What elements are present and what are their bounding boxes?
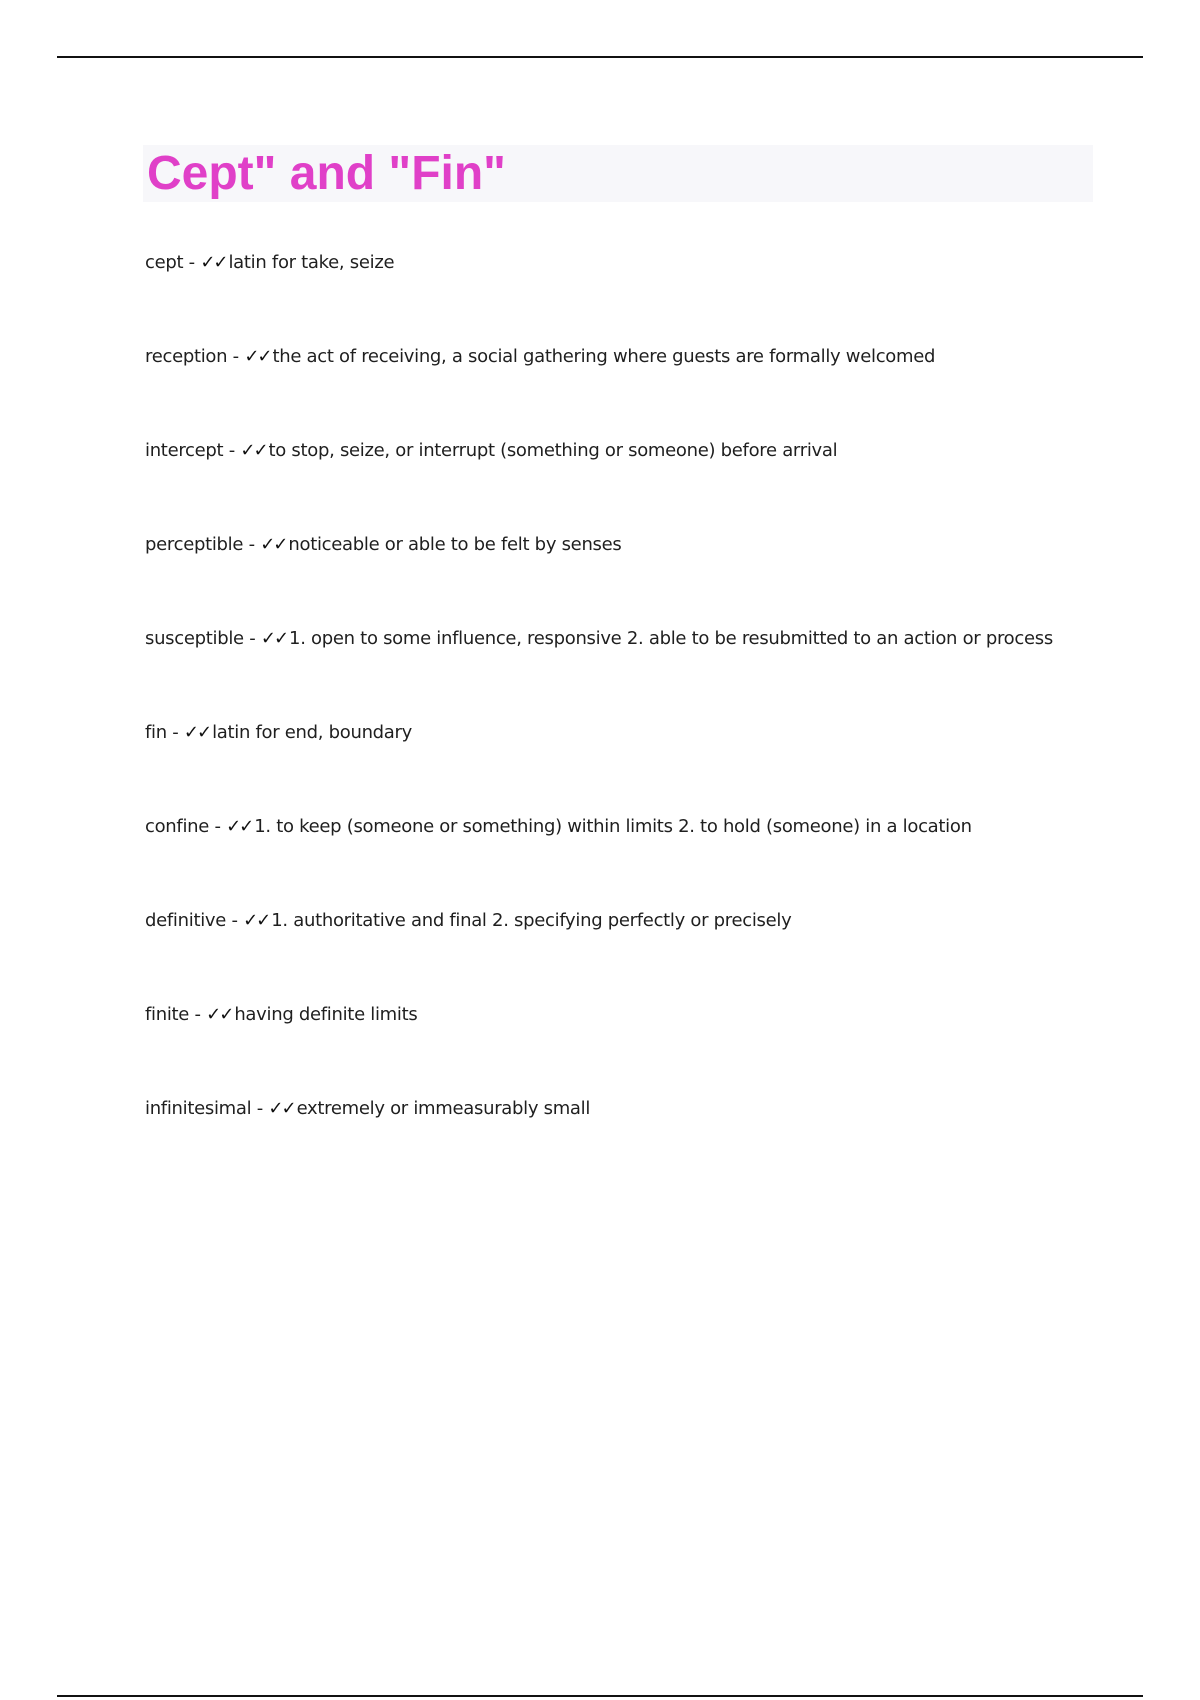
separator: - <box>209 816 227 837</box>
list-item <box>145 624 1105 718</box>
list-item <box>145 1000 1105 1094</box>
separator: - <box>243 534 261 555</box>
list-item <box>145 436 1105 530</box>
double-check-icon: ✓✓ <box>200 252 227 273</box>
separator: - <box>166 722 184 743</box>
definition: having definite limits <box>234 1004 418 1025</box>
list-item <box>145 530 1105 624</box>
term: confine <box>145 816 210 837</box>
double-check-icon: ✓✓ <box>240 440 267 461</box>
double-check-icon: ✓✓ <box>244 346 271 367</box>
top-rule <box>57 56 1143 58</box>
double-check-icon: ✓✓ <box>183 722 211 743</box>
list-item <box>145 718 1105 812</box>
separator: - <box>223 440 241 461</box>
double-check-icon: ✓✓ <box>206 1004 233 1025</box>
list-item <box>145 812 1105 906</box>
definition: to stop, seize, or interrupt (something or someone) before arrival <box>268 440 838 461</box>
list-item <box>145 342 1105 436</box>
double-check-icon: ✓✓ <box>226 816 253 837</box>
term: fin <box>145 722 167 743</box>
definition: latin for end, boundary <box>212 722 412 743</box>
definition: 1. open to some influence, responsive 2. able to be resubmitted to an action or process <box>289 628 1053 649</box>
title-banner <box>143 145 1093 202</box>
term: infinitesimal <box>145 1098 252 1119</box>
term: reception <box>145 346 228 367</box>
flashcard-list <box>145 248 1105 1188</box>
separator: - <box>227 346 245 367</box>
definition: the act of receiving, a social gathering where guests are formally welcomed <box>272 346 936 367</box>
term: cept <box>145 252 184 273</box>
term: definitive <box>145 910 227 931</box>
term: finite <box>145 1004 190 1025</box>
definition: noticeable or able to be felt by senses <box>288 534 622 555</box>
double-check-icon: ✓✓ <box>268 1098 295 1119</box>
page-title: Cept" and "Fin" <box>147 147 506 200</box>
definition: 1. authoritative and final 2. specifying perfectly or precisely <box>271 910 792 931</box>
separator: - <box>243 628 261 649</box>
definition: 1. to keep (someone or something) within limits 2. to hold (someone) in a location <box>254 816 972 837</box>
list-item <box>145 1094 1105 1188</box>
separator: - <box>189 1004 207 1025</box>
double-check-icon: ✓✓ <box>260 534 287 555</box>
bottom-rule <box>57 1695 1143 1697</box>
term: perceptible <box>145 534 244 555</box>
list-item <box>145 906 1105 1000</box>
definition: extremely or immeasurably small <box>296 1098 591 1119</box>
double-check-icon: ✓✓ <box>243 910 270 931</box>
term: intercept <box>145 440 224 461</box>
term: susceptible <box>145 628 244 649</box>
separator: - <box>251 1098 269 1119</box>
separator: - <box>183 252 201 273</box>
list-item <box>145 248 1105 342</box>
double-check-icon: ✓✓ <box>260 628 288 649</box>
definition: latin for take, seize <box>228 252 395 273</box>
separator: - <box>226 910 244 931</box>
